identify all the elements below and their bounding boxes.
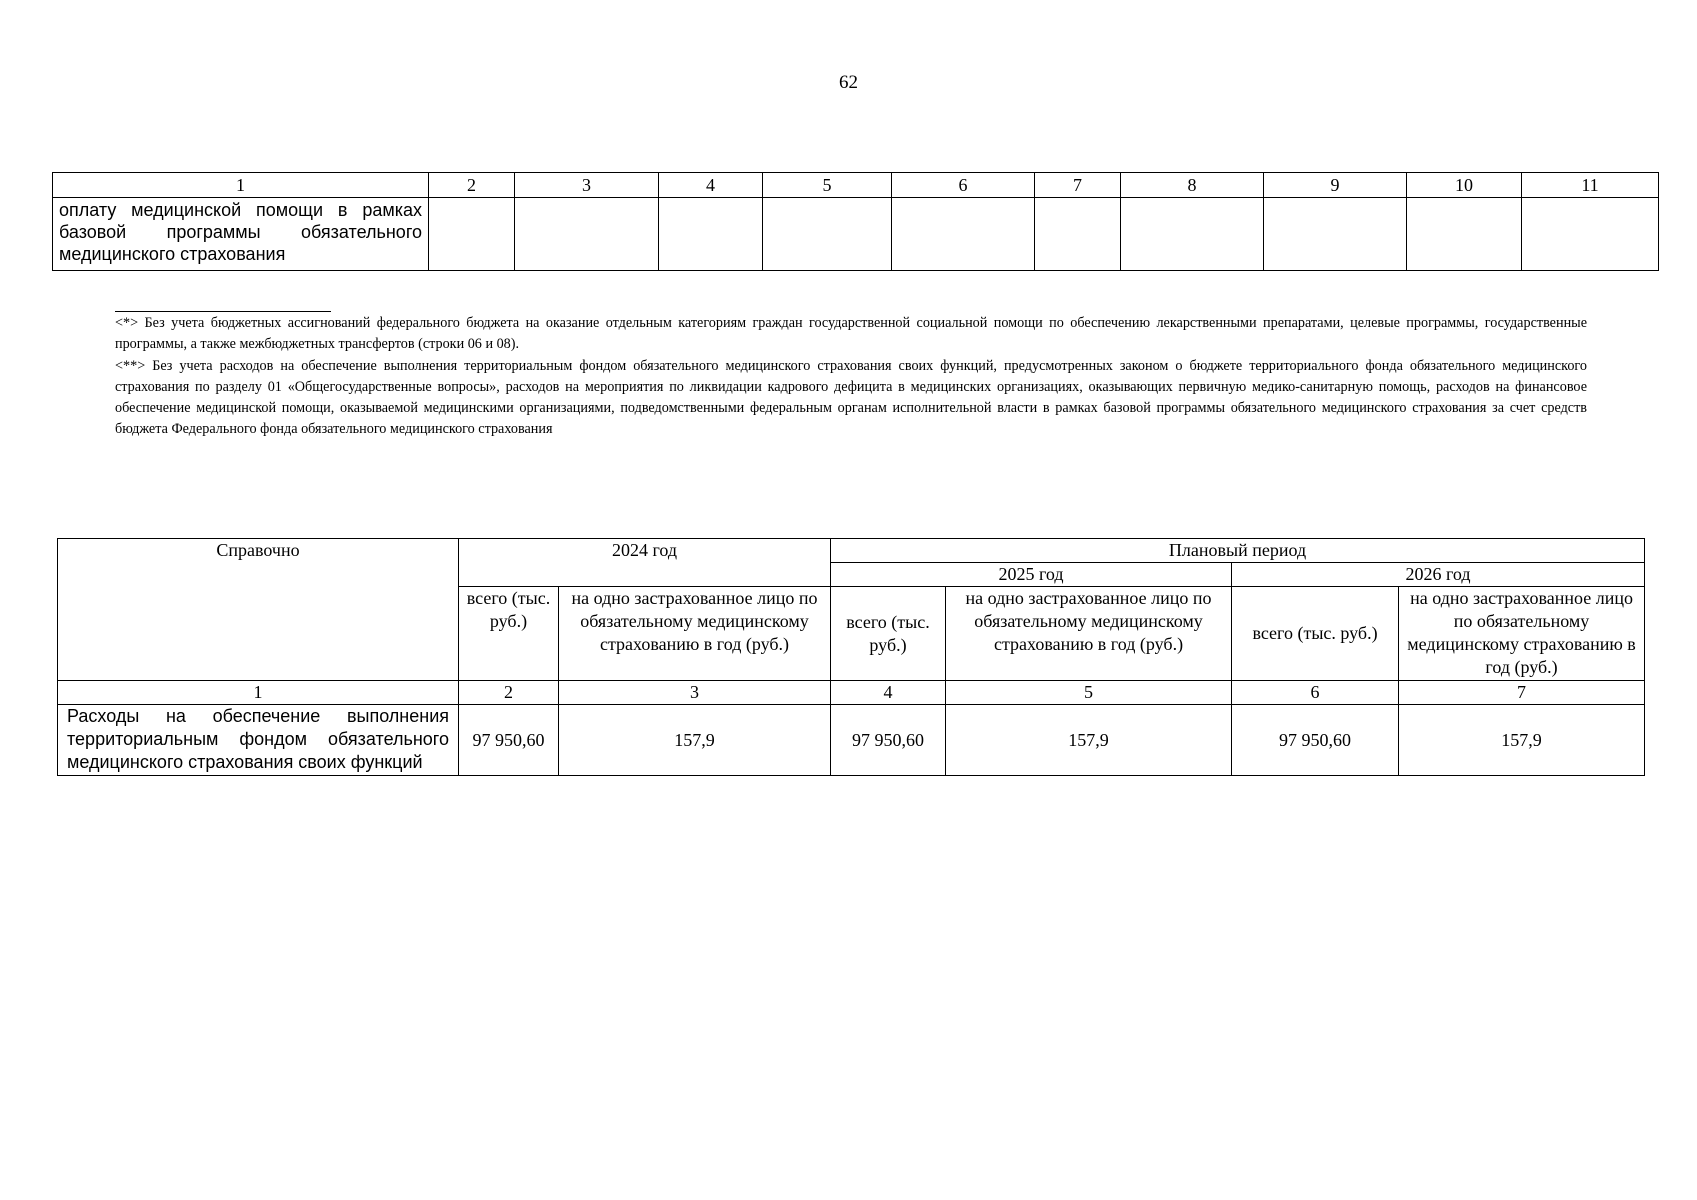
table-cell [892,198,1035,271]
planned-period-header: Плановый период [831,539,1645,563]
column-number: 5 [763,173,892,198]
column-number: 8 [1121,173,1264,198]
total-2025-header: всего (тыс. руб.) [831,587,946,681]
per-person-2026-header: на одно застрахованное лицо по обязательному медицинскому страхованию в год (руб.) [1399,587,1645,681]
per-person-2024-value: 157,9 [559,705,831,776]
table-cell [1121,198,1264,271]
table-cell [1264,198,1407,271]
per-person-2024-header: на одно застрахованное лицо по обязательному медицинскому страхованию в год (руб.) [559,587,831,681]
column-number: 2 [459,681,559,705]
year-2025-header: 2025 год [831,563,1232,587]
column-number-row [53,173,1659,198]
reference-header: Справочно [58,539,459,681]
total-2026-value: 97 950,60 [1232,705,1399,776]
row-label: оплату медицинской помощи в рамках базовой программы обязательного медицинского страхования [53,198,429,271]
column-number: 4 [659,173,763,198]
column-number-row [58,681,1645,705]
column-number: 11 [1522,173,1659,198]
total-2024-value: 97 950,60 [459,705,559,776]
table-cell [429,198,515,271]
total-2024-header: всего (тыс. руб.) [459,587,559,681]
per-person-2025-value: 157,9 [946,705,1232,776]
column-number: 9 [1264,173,1407,198]
column-number: 4 [831,681,946,705]
continuation-table [52,172,1659,271]
per-person-2025-header: на одно застрахованное лицо по обязательному медицинскому страхованию в год (руб.) [946,587,1232,681]
reference-table [57,538,1645,776]
column-number: 6 [1232,681,1399,705]
table-cell [515,198,659,271]
header-row-1 [58,539,1645,563]
column-number: 10 [1407,173,1522,198]
footnotes [115,313,1587,441]
table-row [53,198,1659,271]
table-cell [1407,198,1522,271]
total-2025-value: 97 950,60 [831,705,946,776]
column-number: 7 [1035,173,1121,198]
column-number: 3 [515,173,659,198]
page-number: 62 [839,72,858,93]
footnote-divider [115,311,331,312]
footnote-1: <*> Без учета бюджетных ассигнований федерального бюджета на оказание отдельным категориям граждан государственной социальной помощи по обеспечению лекарственными препаратами, целевые программы, государственные программы, а также межбюджетных трансфертов (строки 06 и 08). [115,315,1587,353]
column-number: 1 [53,173,429,198]
column-number: 7 [1399,681,1645,705]
year-2024-header: 2024 год [459,539,831,587]
table-cell [1035,198,1121,271]
column-number: 3 [559,681,831,705]
column-number: 5 [946,681,1232,705]
table-cell [1522,198,1659,271]
row-label: Расходы на обеспечение выполнения территориальным фондом обязательного медицинского страхования своих функций [58,705,459,776]
column-number: 2 [429,173,515,198]
column-number: 6 [892,173,1035,198]
table-row [58,705,1645,776]
footnote-2: <**> Без учета расходов на обеспечение выполнения территориальным фондом обязательного медицинского страхования своих функций, предусмотренных законом о бюджете территориального фонда обязательного медицинского страхования по разделу 01 «Общегосударственные вопросы», расходов на мероприятия по ликвидации кадрового дефицита в медицинских организациях, оказывающих первичную медико-санитарную помощь, расходов на финансовое обеспечение медицинской помощи, оказываемой медицинскими организациями, подведомственными федеральным органам исполнительной власти в рамках базовой программы обязательного медицинского страхования за счет средств бюджета Федерального фонда обязательного медицинского страхования [115,357,1587,438]
table-cell [763,198,892,271]
per-person-2026-value: 157,9 [1399,705,1645,776]
year-2026-header: 2026 год [1232,563,1645,587]
total-2026-header: всего (тыс. руб.) [1232,587,1399,681]
table-cell [659,198,763,271]
column-number: 1 [58,681,459,705]
